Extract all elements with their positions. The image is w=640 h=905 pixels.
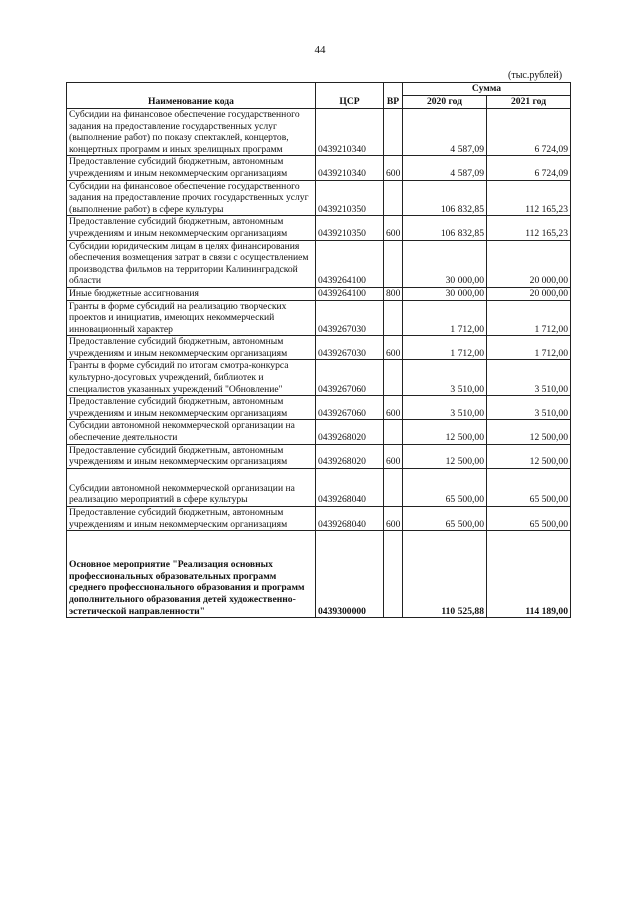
row-sum-2021: 114 189,00 [487,531,571,618]
row-csr: 0439268040 [316,468,384,506]
row-csr: 0439267030 [316,300,384,336]
row-name: Гранты в форме субсидий на реализацию творческих проектов и инициатив, имеющих некоммерческий инновационный характер [67,300,316,336]
row-sum-2020: 3 510,00 [403,396,487,420]
row-vr [384,360,403,396]
table-row [67,396,571,420]
table-row [67,300,571,336]
row-csr: 0439210350 [316,180,384,216]
row-csr: 0439268040 [316,507,384,531]
row-name: Предоставление субсидий бюджетным, автономным учреждениям и иным некоммерческим организациям [67,444,316,468]
header-sum: Сумма [403,83,571,96]
row-sum-2020: 106 832,85 [403,180,487,216]
row-csr: 0439264100 [316,240,384,287]
row-name: Субсидии автономной некоммерческой организации на реализацию мероприятий в сфере культуры [67,468,316,506]
row-vr [384,420,403,444]
table-row [67,420,571,444]
row-sum-2021: 112 165,23 [487,180,571,216]
table-row [67,156,571,180]
row-name: Предоставление субсидий бюджетным, автономным учреждениям и иным некоммерческим организациям [67,507,316,531]
row-name: Субсидии на финансовое обеспечение государственного задания на предоставление прочих государственных услуг (выполнение работ) в сфере культуры [67,180,316,216]
row-vr [384,180,403,216]
row-csr: 0439267060 [316,360,384,396]
row-sum-2020: 3 510,00 [403,360,487,396]
row-vr: 600 [384,216,403,240]
row-csr: 0439264100 [316,287,384,300]
row-csr: 0439210340 [316,156,384,180]
row-vr [384,300,403,336]
row-sum-2021: 3 510,00 [487,396,571,420]
row-csr: 0439268020 [316,420,384,444]
row-name: Предоставление субсидий бюджетным, автономным учреждениям и иным некоммерческим организациям [67,216,316,240]
table-row [67,216,571,240]
budget-table [66,82,571,618]
header-2020: 2020 год [403,96,487,109]
row-sum-2020: 106 832,85 [403,216,487,240]
row-sum-2021: 20 000,00 [487,240,571,287]
table-row [67,468,571,506]
header-vr: ВР [384,83,403,109]
row-vr [384,240,403,287]
row-csr: 0439210340 [316,109,384,156]
row-name: Предоставление субсидий бюджетным, автономным учреждениям и иным некоммерческим организациям [67,396,316,420]
row-sum-2021: 1 712,00 [487,336,571,360]
header-name: Наименование кода [67,83,316,109]
row-sum-2020: 12 500,00 [403,420,487,444]
row-vr [384,531,403,618]
row-name: Иные бюджетные ассигнования [67,287,316,300]
table-row-main-activity [67,531,571,618]
row-sum-2021: 12 500,00 [487,444,571,468]
row-sum-2020: 1 712,00 [403,336,487,360]
row-sum-2020: 4 587,09 [403,109,487,156]
row-vr: 600 [384,444,403,468]
table-row [67,336,571,360]
row-sum-2021: 65 500,00 [487,507,571,531]
page-number: 44 [314,44,326,56]
row-vr: 800 [384,287,403,300]
row-csr: 0439267030 [316,336,384,360]
row-sum-2020: 12 500,00 [403,444,487,468]
row-sum-2020: 65 500,00 [403,507,487,531]
table-row [67,180,571,216]
row-sum-2021: 65 500,00 [487,468,571,506]
row-name: Основное мероприятие "Реализация основных профессиональных образовательных программ среднего профессионального образования и программ дополнительного образования детей художественно-эстетической направленности" [67,531,316,618]
row-name: Предоставление субсидий бюджетным, автономным учреждениям и иным некоммерческим организациям [67,336,316,360]
row-csr: 0439267060 [316,396,384,420]
row-sum-2021: 6 724,09 [487,156,571,180]
header-csr: ЦСР [316,83,384,109]
units-label: (тыс.рублей) [508,70,563,81]
table-row [67,360,571,396]
row-csr: 0439210350 [316,216,384,240]
row-name: Субсидии на финансовое обеспечение государственного задания на предоставление государственных услуг (выполнение работ) по показу спектаклей, концертов, концертных программ и иных зрелищных программ [67,109,316,156]
row-name: Субсидии автономной некоммерческой организации на обеспечение деятельности [67,420,316,444]
row-sum-2020: 30 000,00 [403,240,487,287]
table-row [67,507,571,531]
row-sum-2020: 30 000,00 [403,287,487,300]
row-vr [384,109,403,156]
row-sum-2020: 65 500,00 [403,468,487,506]
row-sum-2021: 20 000,00 [487,287,571,300]
row-vr: 600 [384,507,403,531]
row-sum-2020: 110 525,88 [403,531,487,618]
row-name: Гранты в форме субсидий по итогам смотра-конкурса культурно-досуговых учреждений, библиотек и специалистов указанных учреждений "Обновление" [67,360,316,396]
table-row [67,109,571,156]
row-name: Предоставление субсидий бюджетным, автономным учреждениям и иным некоммерческим организациям [67,156,316,180]
table-row [67,444,571,468]
row-csr: 0439268020 [316,444,384,468]
row-sum-2021: 1 712,00 [487,300,571,336]
row-sum-2020: 1 712,00 [403,300,487,336]
row-csr: 0439300000 [316,531,384,618]
row-vr: 600 [384,156,403,180]
row-sum-2021: 12 500,00 [487,420,571,444]
row-sum-2021: 3 510,00 [487,360,571,396]
row-sum-2021: 6 724,09 [487,109,571,156]
row-vr: 600 [384,336,403,360]
row-vr [384,468,403,506]
row-sum-2020: 4 587,09 [403,156,487,180]
row-name: Субсидии юридическим лицам в целях финансирования обеспечения возмещения затрат в связи с осуществлением производства фильмов на территории Калининградской области [67,240,316,287]
table-row [67,240,571,287]
header-2021: 2021 год [487,96,571,109]
table-row [67,287,571,300]
row-sum-2021: 112 165,23 [487,216,571,240]
row-vr: 600 [384,396,403,420]
